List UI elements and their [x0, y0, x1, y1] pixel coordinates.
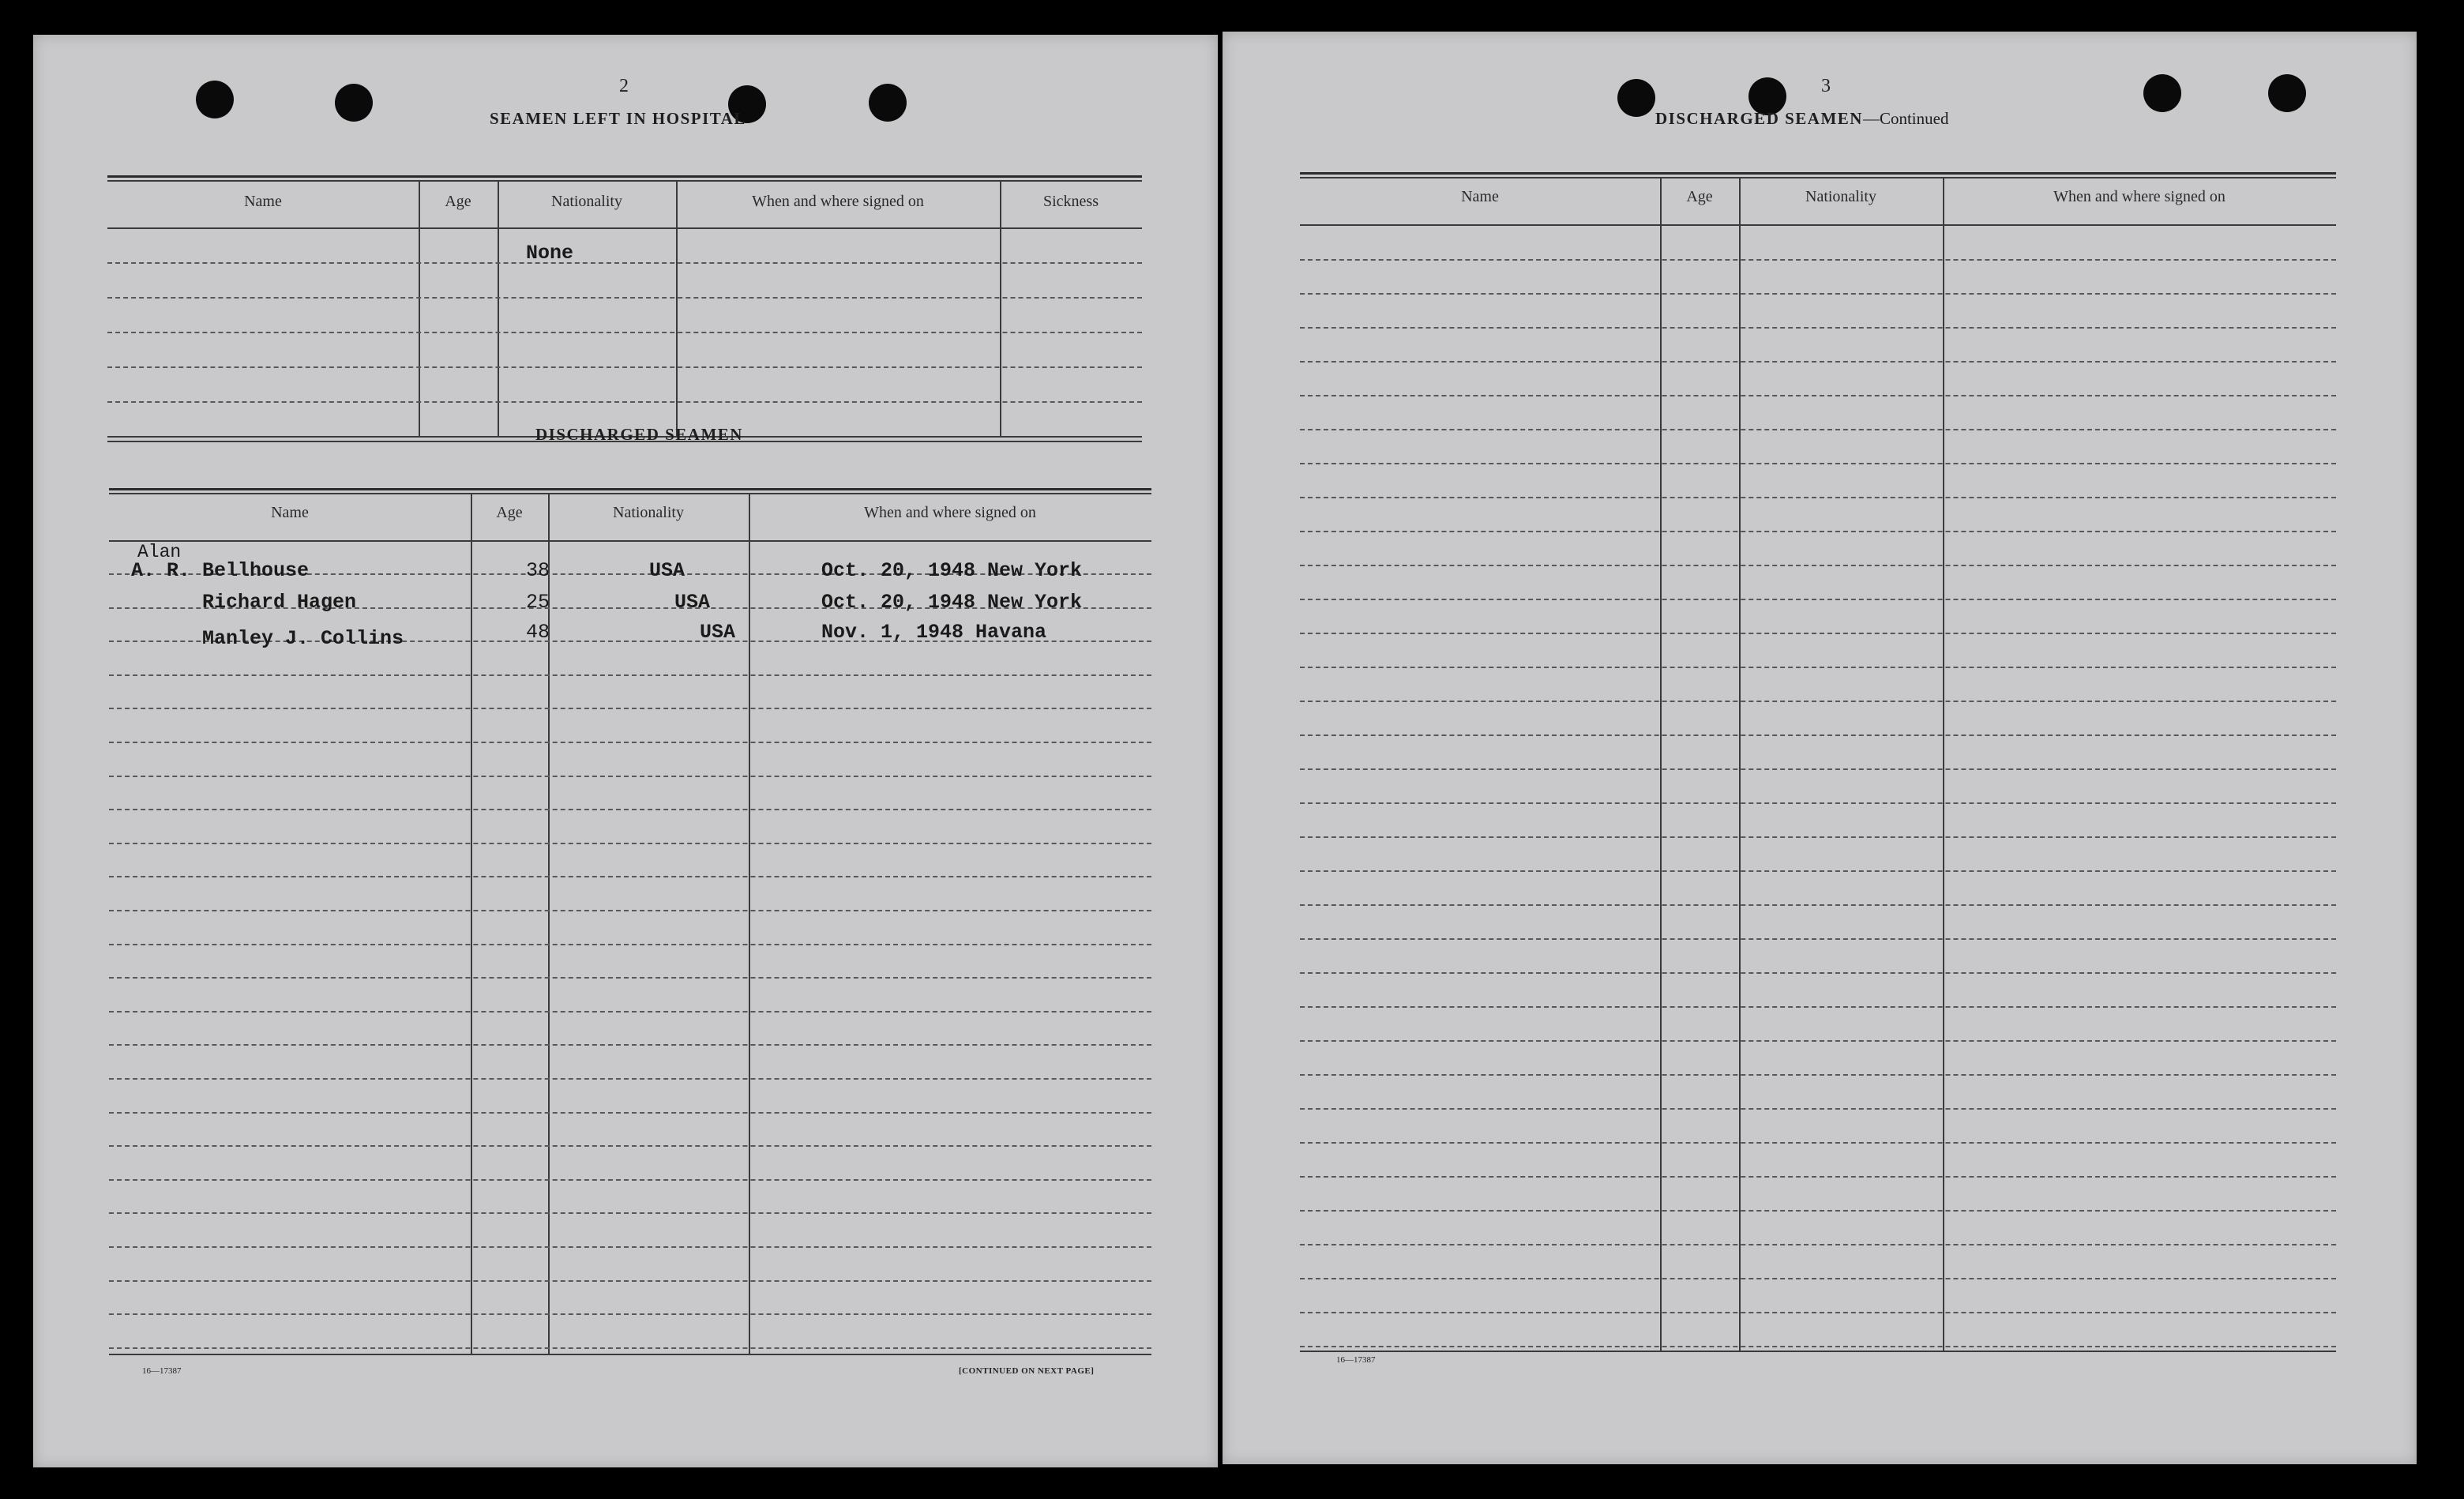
ruled-row-line — [109, 1078, 1151, 1080]
col-header-signed-on: When and where signed on — [2053, 188, 2225, 205]
row2-name: Richard Hagen — [202, 591, 357, 614]
ruled-row-line — [1300, 293, 2336, 295]
col-header-signed-on: When and where signed on — [864, 504, 1036, 521]
ruled-row-line — [1300, 1108, 2336, 1110]
hospital-section-title: SEAMEN LEFT IN HOSPITAL — [490, 109, 746, 128]
col-header-name: Name — [271, 504, 309, 521]
ruled-row-line — [1300, 531, 2336, 532]
ruled-row-line — [1300, 972, 2336, 974]
ruled-row-line — [1300, 327, 2336, 329]
title-main: DISCHARGED SEAMEN — [1655, 109, 1863, 128]
col-header-age: Age — [1686, 188, 1713, 205]
ruled-row-line — [1300, 802, 2336, 804]
ruled-row-line — [109, 776, 1151, 777]
row2-nationality: USA — [674, 591, 711, 614]
punch-hole — [2268, 74, 2306, 112]
row3-nationality: USA — [700, 621, 736, 644]
ruled-row-line — [1300, 599, 2336, 600]
discharged-continued-table — [1300, 141, 2336, 1357]
ruled-row-line — [109, 1112, 1151, 1114]
form-number: 16—17387 — [142, 1366, 182, 1376]
col-header-nationality: Nationality — [613, 504, 684, 521]
ruled-row-line — [109, 944, 1151, 945]
ruled-row-line — [109, 1347, 1151, 1349]
ruled-row-line — [1300, 1312, 2336, 1313]
row3-name: Manley J. Collins — [202, 627, 404, 650]
ruled-row-line — [1300, 1006, 2336, 1008]
discharged-continued-title — [1655, 109, 1948, 129]
form-number: 16—17387 — [1336, 1355, 1376, 1365]
ruled-row-line — [1300, 1040, 2336, 1042]
ruled-row-line — [1300, 497, 2336, 498]
ruled-row-line — [1300, 1210, 2336, 1212]
ruled-row-line — [1300, 361, 2336, 363]
punch-hole — [196, 81, 234, 118]
row3-signed-on: Nov. 1, 1948 Havana — [821, 621, 1047, 644]
page-number: 3 — [1821, 76, 1831, 96]
ruled-row-line — [109, 977, 1151, 979]
ruled-row-line — [109, 1280, 1151, 1282]
ruled-row-line — [1300, 836, 2336, 838]
row3-age: 48 — [526, 621, 550, 644]
ruled-row-line — [1300, 1244, 2336, 1245]
col-header-age: Age — [445, 193, 471, 210]
row1-age: 38 — [526, 559, 550, 582]
hospital-table — [107, 141, 1142, 441]
col-header-nationality: Nationality — [1805, 188, 1876, 205]
ruled-row-line — [1300, 904, 2336, 906]
ruled-row-line — [1300, 1142, 2336, 1144]
ruled-row-line — [1300, 667, 2336, 668]
continued-note: [CONTINUED ON NEXT PAGE] — [959, 1366, 1095, 1376]
discharged-section-title: DISCHARGED SEAMEN — [535, 425, 743, 444]
ruled-row-line — [109, 674, 1151, 676]
ruled-row-line — [1300, 463, 2336, 464]
left-page — [33, 35, 1218, 1467]
ruled-row-line — [1300, 938, 2336, 940]
ruled-row-line — [1300, 701, 2336, 702]
punch-hole — [335, 84, 373, 122]
ruled-row-line — [109, 809, 1151, 810]
page-number: 2 — [619, 76, 629, 96]
ruled-row-line — [1300, 870, 2336, 872]
ruled-row-line — [1300, 429, 2336, 430]
row1-name: A. R. Bellhouse — [131, 559, 310, 582]
ruled-row-line — [1300, 395, 2336, 396]
ruled-row-line — [109, 910, 1151, 911]
punch-hole — [869, 84, 907, 122]
ruled-row-line — [109, 1145, 1151, 1147]
col-header-name: Name — [1461, 188, 1499, 205]
ruled-row-line — [1300, 768, 2336, 770]
ruled-row-line — [1300, 734, 2336, 736]
row2-signed-on: Oct. 20, 1948 New York — [821, 591, 1083, 614]
ruled-row-line — [109, 1246, 1151, 1248]
row2-age: 25 — [526, 591, 550, 614]
col-header-nationality: Nationality — [551, 193, 622, 210]
punch-hole — [1617, 79, 1655, 117]
hospital-entry-none: None — [526, 242, 574, 265]
col-header-signed-on: When and where signed on — [752, 193, 924, 210]
ruled-row-line — [1300, 565, 2336, 566]
ruled-row-line — [109, 843, 1151, 844]
col-header-name: Name — [244, 193, 282, 210]
row1-nationality: USA — [649, 559, 685, 582]
ruled-row-line — [109, 742, 1151, 743]
ruled-row-line — [109, 708, 1151, 709]
row1-name-above: Alan — [137, 542, 182, 562]
col-header-age: Age — [496, 504, 523, 521]
punch-hole — [2143, 74, 2181, 112]
title-suffix: —Continued — [1862, 109, 1949, 128]
right-page — [1223, 32, 2417, 1464]
ruled-row-line — [1300, 259, 2336, 261]
col-header-sickness: Sickness — [1043, 193, 1099, 210]
ruled-row-line — [109, 1044, 1151, 1046]
ruled-row-line — [1300, 1176, 2336, 1178]
ruled-row-line — [1300, 1074, 2336, 1076]
ruled-row-line — [109, 876, 1151, 877]
ruled-row-line — [109, 1011, 1151, 1012]
ruled-row-line — [109, 1313, 1151, 1315]
ruled-row-line — [1300, 1278, 2336, 1279]
ruled-row-line — [1300, 633, 2336, 634]
ruled-row-line — [1300, 1346, 2336, 1347]
ruled-row-line — [109, 1179, 1151, 1181]
ruled-row-line — [109, 1212, 1151, 1214]
discharged-table — [109, 453, 1151, 1362]
row1-signed-on: Oct. 20, 1948 New York — [821, 559, 1083, 582]
